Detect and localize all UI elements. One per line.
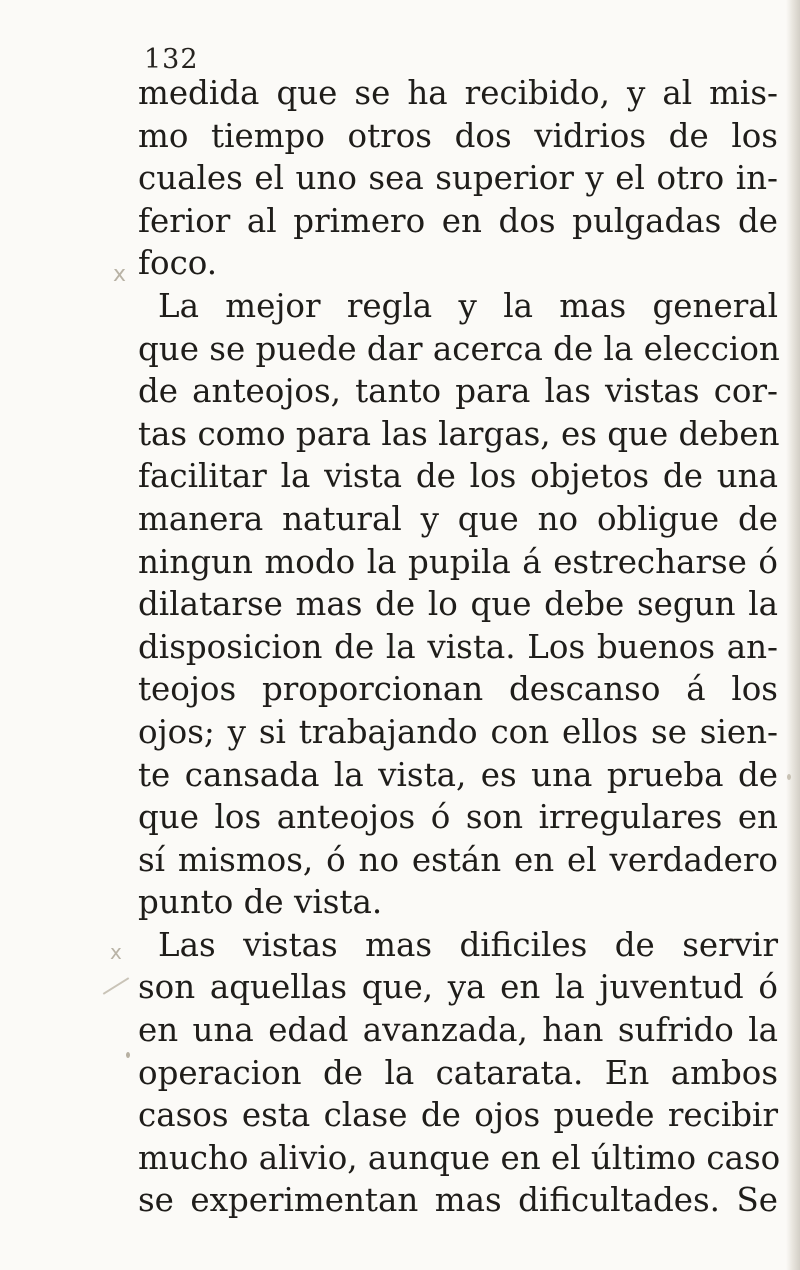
text-line: disposicion de la vista. Los buenos an-: [138, 627, 778, 666]
text-line: de anteojos, tanto para las vistas cor-: [138, 372, 778, 411]
text-line: en una edad avanzada, han sufrido la: [138, 1011, 778, 1050]
text-line: foco.: [138, 244, 218, 283]
text-line: ojos; y si trabajando con ellos se sien-: [138, 712, 778, 751]
text-line: tas como para las largas, es que deben: [138, 414, 780, 453]
body-text: [138, 72, 781, 1222]
text-line: sí mismos, ó no están en el verdadero: [138, 840, 778, 879]
margin-pencil-mark: x: [113, 262, 127, 287]
margin-pencil-stroke: [103, 977, 130, 995]
text-line: mo tiempo otros dos vidrios de los: [138, 116, 778, 155]
text-line: casos esta clase de ojos puede recibir: [138, 1096, 778, 1135]
text-line: ningun modo la pupila á estrecharse ó: [138, 542, 778, 581]
text-line: mucho alivio, aunque en el último caso: [138, 1138, 781, 1177]
text-line: son aquellas que, ya en la juventud ó: [138, 968, 778, 1007]
text-line: manera natural y que no obligue de: [138, 499, 778, 538]
text-line: dilatarse mas de lo que debe segun la: [138, 585, 778, 624]
text-line: facilitar la vista de los objetos de una: [138, 457, 778, 496]
page-binding-edge: [786, 0, 800, 1270]
text-line: operacion de la catarata. En ambos: [138, 1053, 778, 1092]
text-line: teojos proporcionan descanso á los: [138, 670, 778, 709]
paragraph-start-line: La mejor regla y la mas general: [158, 286, 778, 325]
text-line: ferior al primero en dos pulgadas de: [138, 201, 778, 240]
text-line: medida que se ha recibido, y al mis-: [138, 74, 778, 112]
margin-pencil-mark: x: [110, 940, 122, 964]
text-line: se experimentan mas dificultades. Se: [138, 1181, 778, 1220]
text-line: que se puede dar acerca de la eleccion: [138, 329, 780, 368]
text-line: punto de vista.: [138, 883, 383, 922]
page-number: 132: [144, 44, 199, 75]
text-line: que los anteojos ó son irregulares en: [138, 798, 778, 837]
text-line: te cansada la vista, es una prueba de: [138, 755, 778, 794]
paper-speck: [787, 774, 791, 780]
paper-speck: [126, 1052, 130, 1058]
text-line: cuales el uno sea superior y el otro in-: [138, 159, 778, 198]
paragraph-start-line: Las vistas mas dificiles de servir: [158, 925, 778, 964]
